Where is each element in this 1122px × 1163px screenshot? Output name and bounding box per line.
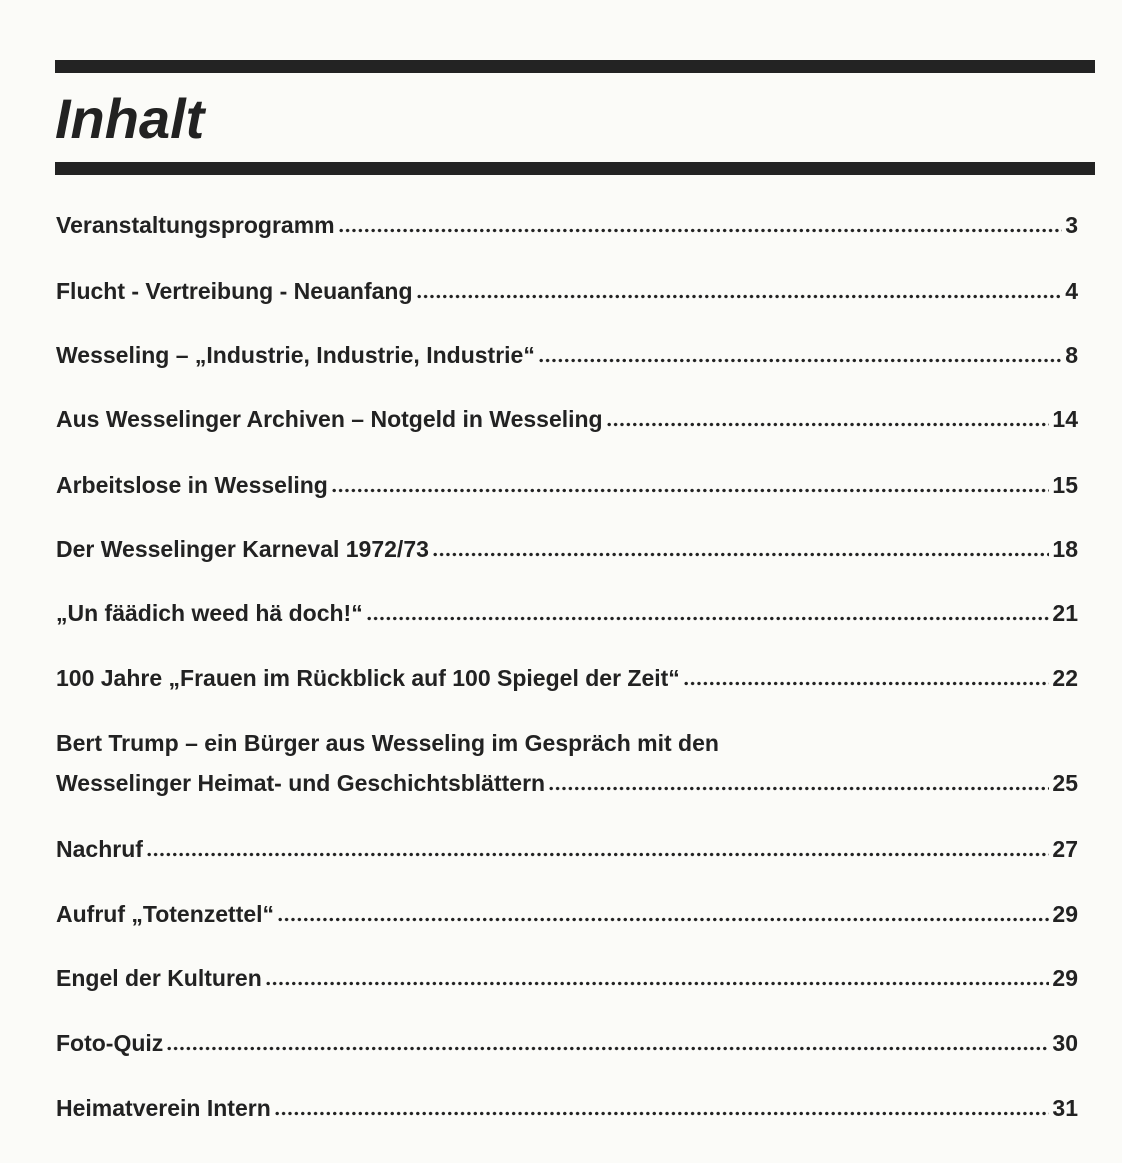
toc-entry-page: 3 bbox=[1065, 212, 1078, 238]
toc-entry bbox=[56, 598, 1078, 628]
toc-entry-title: Der Wesselinger Karneval 1972/73 bbox=[56, 536, 429, 562]
toc-entry-page: 15 bbox=[1052, 472, 1078, 498]
toc-entry-title: Wesselinger Heimat- und Geschichtsblättern bbox=[56, 770, 546, 796]
toc-entry bbox=[56, 340, 1078, 370]
dot-leader bbox=[432, 552, 1049, 557]
dot-leader bbox=[683, 681, 1050, 686]
toc-entry bbox=[56, 470, 1078, 500]
toc-entry-title: Aus Wesselinger Archiven – Notgeld in Wesseling bbox=[56, 406, 603, 432]
toc-entry bbox=[56, 210, 1078, 240]
toc-entry bbox=[56, 534, 1078, 564]
toc-entry-title: Flucht - Vertreibung - Neuanfang bbox=[56, 278, 413, 304]
dot-leader bbox=[277, 917, 1049, 922]
toc-entry-title: 100 Jahre „Frauen im Rückblick auf 100 Spiegel der Zeit“ bbox=[56, 665, 680, 691]
toc-entry bbox=[56, 663, 1078, 693]
toc-entry-title: Foto-Quiz bbox=[56, 1030, 164, 1056]
page-title: Inhalt bbox=[55, 87, 205, 150]
toc-entry-page: 8 bbox=[1065, 342, 1078, 368]
dot-leader bbox=[166, 1046, 1049, 1051]
dot-leader bbox=[146, 852, 1050, 857]
toc-entry bbox=[56, 1093, 1078, 1123]
dot-leader bbox=[331, 488, 1050, 493]
toc-entry-title: Heimatverein Intern bbox=[56, 1095, 271, 1121]
dot-leader bbox=[538, 358, 1062, 363]
toc-entry-page: 14 bbox=[1052, 406, 1078, 432]
toc-entry-title: Veranstaltungsprogramm bbox=[56, 212, 335, 238]
toc-entry bbox=[56, 276, 1078, 306]
toc-entry-page: 4 bbox=[1065, 278, 1078, 304]
toc-entry-page: 22 bbox=[1052, 665, 1078, 691]
toc-entry bbox=[56, 728, 1078, 798]
dot-leader bbox=[366, 616, 1050, 621]
toc-entry-page: 18 bbox=[1052, 536, 1078, 562]
toc-entry-title: Aufruf „Totenzettel“ bbox=[56, 901, 275, 927]
dot-leader bbox=[416, 294, 1063, 299]
dot-leader bbox=[606, 422, 1050, 427]
toc-entry-title: Arbeitslose in Wesseling bbox=[56, 472, 328, 498]
toc-entry bbox=[56, 899, 1078, 929]
toc-entry-title: „Un fäädich weed hä doch!“ bbox=[56, 600, 363, 626]
toc-entry-page: 27 bbox=[1052, 836, 1078, 862]
toc-entry-page: 30 bbox=[1052, 1030, 1078, 1056]
title-underline-rule bbox=[55, 162, 1095, 175]
dot-leader bbox=[274, 1111, 1050, 1116]
toc-entry-page: 29 bbox=[1052, 901, 1078, 927]
toc-entry-page: 29 bbox=[1052, 965, 1078, 991]
toc-entry-title: Nachruf bbox=[56, 836, 143, 862]
dot-leader bbox=[338, 228, 1063, 233]
toc-entry-page: 25 bbox=[1052, 770, 1078, 796]
toc-entry bbox=[56, 404, 1078, 434]
toc-entry-page: 31 bbox=[1052, 1095, 1078, 1121]
toc-entry-title: Wesseling – „Industrie, Industrie, Industrie“ bbox=[56, 342, 535, 368]
toc-entry bbox=[56, 963, 1078, 993]
top-rule bbox=[55, 60, 1095, 73]
dot-leader bbox=[265, 981, 1050, 986]
toc-entry bbox=[56, 1028, 1078, 1058]
toc-entry-page: 21 bbox=[1052, 600, 1078, 626]
dot-leader bbox=[548, 786, 1049, 791]
toc-entry-title: Engel der Kulturen bbox=[56, 965, 262, 991]
toc-entry-title-first-line: Bert Trump – ein Bürger aus Wesseling im Gespräch mit den bbox=[56, 730, 719, 756]
toc-entry bbox=[56, 834, 1078, 864]
